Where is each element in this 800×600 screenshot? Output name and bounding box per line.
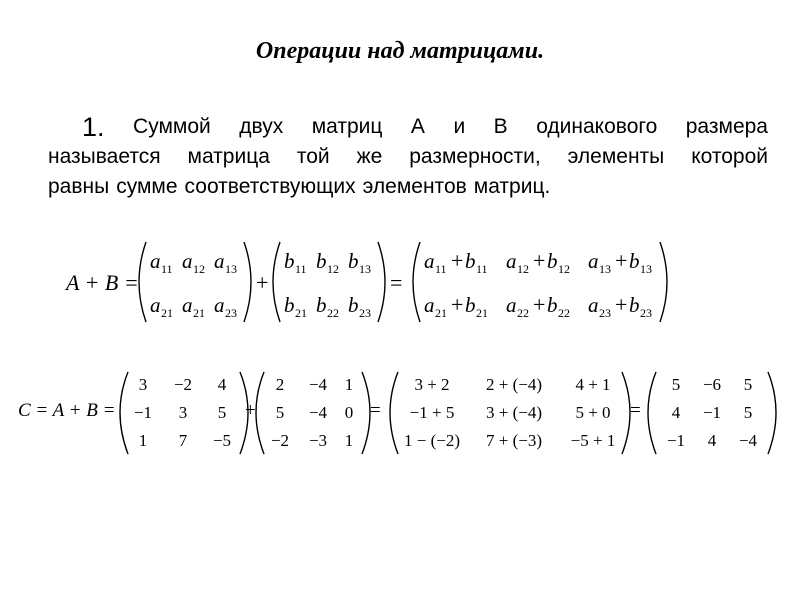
word: В — [493, 115, 508, 138]
entry-index: 13 — [599, 262, 611, 276]
matrix-entry: 1 — [344, 375, 354, 394]
entry-letter: b — [348, 293, 359, 317]
matrix-entry: 4 + 1 — [575, 375, 611, 394]
entry-letter: b — [547, 293, 558, 317]
matrix-entry: −4 — [308, 375, 328, 394]
entry-letter: b — [284, 293, 295, 317]
paragraph-line-3 — [48, 172, 768, 202]
matrix-entry: −6 — [702, 375, 722, 394]
matrix-entry: −3 — [308, 431, 328, 450]
left-paren — [273, 242, 280, 322]
entry-index: 21 — [161, 306, 173, 320]
entry-index: 23 — [359, 306, 371, 320]
entry-plus: + — [533, 248, 546, 273]
left-paren — [139, 242, 146, 322]
entry-letter: b — [465, 249, 476, 273]
word: размера — [685, 115, 768, 138]
matrix-entry: 3 — [178, 403, 188, 422]
entry-letter: b — [316, 293, 327, 317]
word: которой — [691, 145, 768, 168]
matrix-entry: −2 — [270, 431, 290, 450]
matrix-entry: 5 — [743, 403, 753, 422]
matrix-entry: −4 — [738, 431, 758, 450]
entry-letter: b — [629, 293, 640, 317]
word: матрица — [187, 145, 270, 168]
general-sum-formula — [0, 238, 800, 328]
entry-letter: a — [506, 293, 517, 317]
word: же — [356, 145, 383, 168]
matrix-a-numeric — [120, 372, 248, 454]
matrix-entry: 7 — [178, 431, 188, 450]
equals-sign: = — [390, 270, 403, 295]
word: одинакового — [536, 115, 658, 138]
matrix-entry: 3 + 2 — [414, 375, 450, 394]
word: той — [296, 145, 330, 168]
left-paren — [120, 372, 128, 454]
entry-index: 12 — [517, 262, 529, 276]
entry-index: 23 — [640, 306, 652, 320]
entry-index: 11 — [295, 262, 307, 276]
matrix-entry: −5 + 1 — [570, 431, 616, 450]
entry-index: 13 — [225, 262, 237, 276]
entry-index: 11 — [435, 262, 447, 276]
entry-letter: b — [284, 249, 295, 273]
word: равны — [48, 175, 110, 198]
matrix-entry: 5 — [671, 375, 681, 394]
word: сумме — [116, 175, 178, 198]
matrix-entry: −2 — [173, 375, 193, 394]
entry-index: 13 — [640, 262, 652, 276]
matrix-a-symbolic — [139, 242, 251, 322]
left-paren — [390, 372, 398, 454]
entry-letter: a — [506, 249, 517, 273]
entry-letter: a — [214, 293, 225, 317]
word: называется — [48, 145, 161, 168]
paragraph-line-2 — [48, 142, 768, 172]
word: элементы — [567, 145, 665, 168]
matrix-entry: 4 — [707, 431, 717, 450]
word: двух — [239, 115, 284, 138]
matrix-entry: −1 + 5 — [409, 403, 455, 422]
matrix-sum-expression — [390, 372, 630, 454]
matrix-entry: 5 — [743, 375, 753, 394]
entry-index: 11 — [161, 262, 173, 276]
equals-sign: = — [630, 400, 641, 421]
entry-index: 21 — [295, 306, 307, 320]
entry-index: 22 — [517, 306, 529, 320]
word: Суммой — [133, 115, 211, 138]
plus-sign: + — [245, 400, 256, 421]
entry-index: 21 — [476, 306, 488, 320]
matrix-entry: 1 — [138, 431, 148, 450]
right-paren — [378, 242, 385, 322]
entry-letter: b — [547, 249, 558, 273]
formula-lhs: A + B = — [66, 270, 139, 295]
entry-index: 12 — [327, 262, 339, 276]
entry-letter: a — [150, 293, 161, 317]
entry-letter: b — [465, 293, 476, 317]
entry-index: 23 — [599, 306, 611, 320]
entry-letter: a — [424, 249, 435, 273]
word: и — [453, 115, 466, 138]
matrix-entry: 7 + (−3) — [486, 431, 542, 450]
entry-letter: a — [588, 249, 599, 273]
matrix-entry: 1 — [344, 431, 354, 450]
entry-letter: a — [588, 293, 599, 317]
entry-plus: + — [615, 248, 628, 273]
entry-plus: + — [451, 248, 464, 273]
entry-letter: b — [629, 249, 640, 273]
entry-index: 11 — [476, 262, 488, 276]
entry-index: 21 — [435, 306, 447, 320]
entry-plus: + — [533, 292, 546, 317]
entry-plus: + — [615, 292, 628, 317]
right-paren — [660, 242, 667, 322]
slide-title: Операции над матрицами. — [255, 38, 545, 64]
numeric-sum-example — [0, 368, 800, 460]
matrix-entry: −1 — [133, 403, 153, 422]
matrix-entry: 5 — [275, 403, 285, 422]
plus-sign: + — [256, 270, 269, 295]
matrix-sum-symbolic — [413, 242, 667, 322]
entry-letter: a — [214, 249, 225, 273]
matrix-result-numeric — [648, 372, 776, 454]
entry-letter: a — [150, 249, 161, 273]
definition-paragraph — [48, 112, 768, 202]
matrix-entry: 5 + 0 — [575, 403, 611, 422]
left-paren — [413, 242, 420, 322]
entry-index: 23 — [225, 306, 237, 320]
matrix-entry: 2 + (−4) — [486, 375, 542, 394]
right-paren — [622, 372, 630, 454]
matrix-entry: 5 — [217, 403, 227, 422]
right-paren — [362, 372, 370, 454]
matrix-entry: −5 — [212, 431, 232, 450]
word: размерности, — [409, 145, 541, 168]
matrix-entry: 3 + (−4) — [486, 403, 542, 422]
entry-letter: b — [316, 249, 327, 273]
word: матриц. — [473, 175, 551, 198]
entry-letter: a — [424, 293, 435, 317]
matrix-b-numeric — [256, 372, 370, 454]
word: А — [410, 115, 425, 138]
left-paren — [648, 372, 656, 454]
entry-letter: a — [182, 293, 193, 317]
entry-letter: a — [182, 249, 193, 273]
entry-index: 22 — [327, 306, 339, 320]
equals-sign: = — [370, 400, 381, 421]
entry-index: 22 — [558, 306, 570, 320]
matrix-entry: 0 — [344, 403, 354, 422]
word: элементов — [362, 175, 467, 198]
paragraph-line-1 — [48, 112, 768, 142]
entry-index: 13 — [359, 262, 371, 276]
matrix-entry: −4 — [308, 403, 328, 422]
matrix-entry: 2 — [275, 375, 285, 394]
right-paren — [768, 372, 776, 454]
entry-index: 21 — [193, 306, 205, 320]
matrix-b-symbolic — [273, 242, 385, 322]
word: соответствующих — [184, 175, 356, 198]
word: матриц — [311, 115, 383, 138]
item-number: 1. — [82, 112, 105, 142]
entry-letter: b — [348, 249, 359, 273]
entry-index: 12 — [558, 262, 570, 276]
matrix-entry: 3 — [138, 375, 148, 394]
matrix-entry: 4 — [217, 375, 227, 394]
matrix-entry: 1 − (−2) — [404, 431, 460, 450]
example-lhs: C = A + B = — [18, 400, 116, 421]
left-paren — [256, 372, 264, 454]
right-paren — [244, 242, 251, 322]
matrix-entry: 4 — [671, 403, 681, 422]
entry-plus: + — [451, 292, 464, 317]
matrix-entry: −1 — [666, 431, 686, 450]
entry-index: 12 — [193, 262, 205, 276]
matrix-entry: −1 — [702, 403, 722, 422]
